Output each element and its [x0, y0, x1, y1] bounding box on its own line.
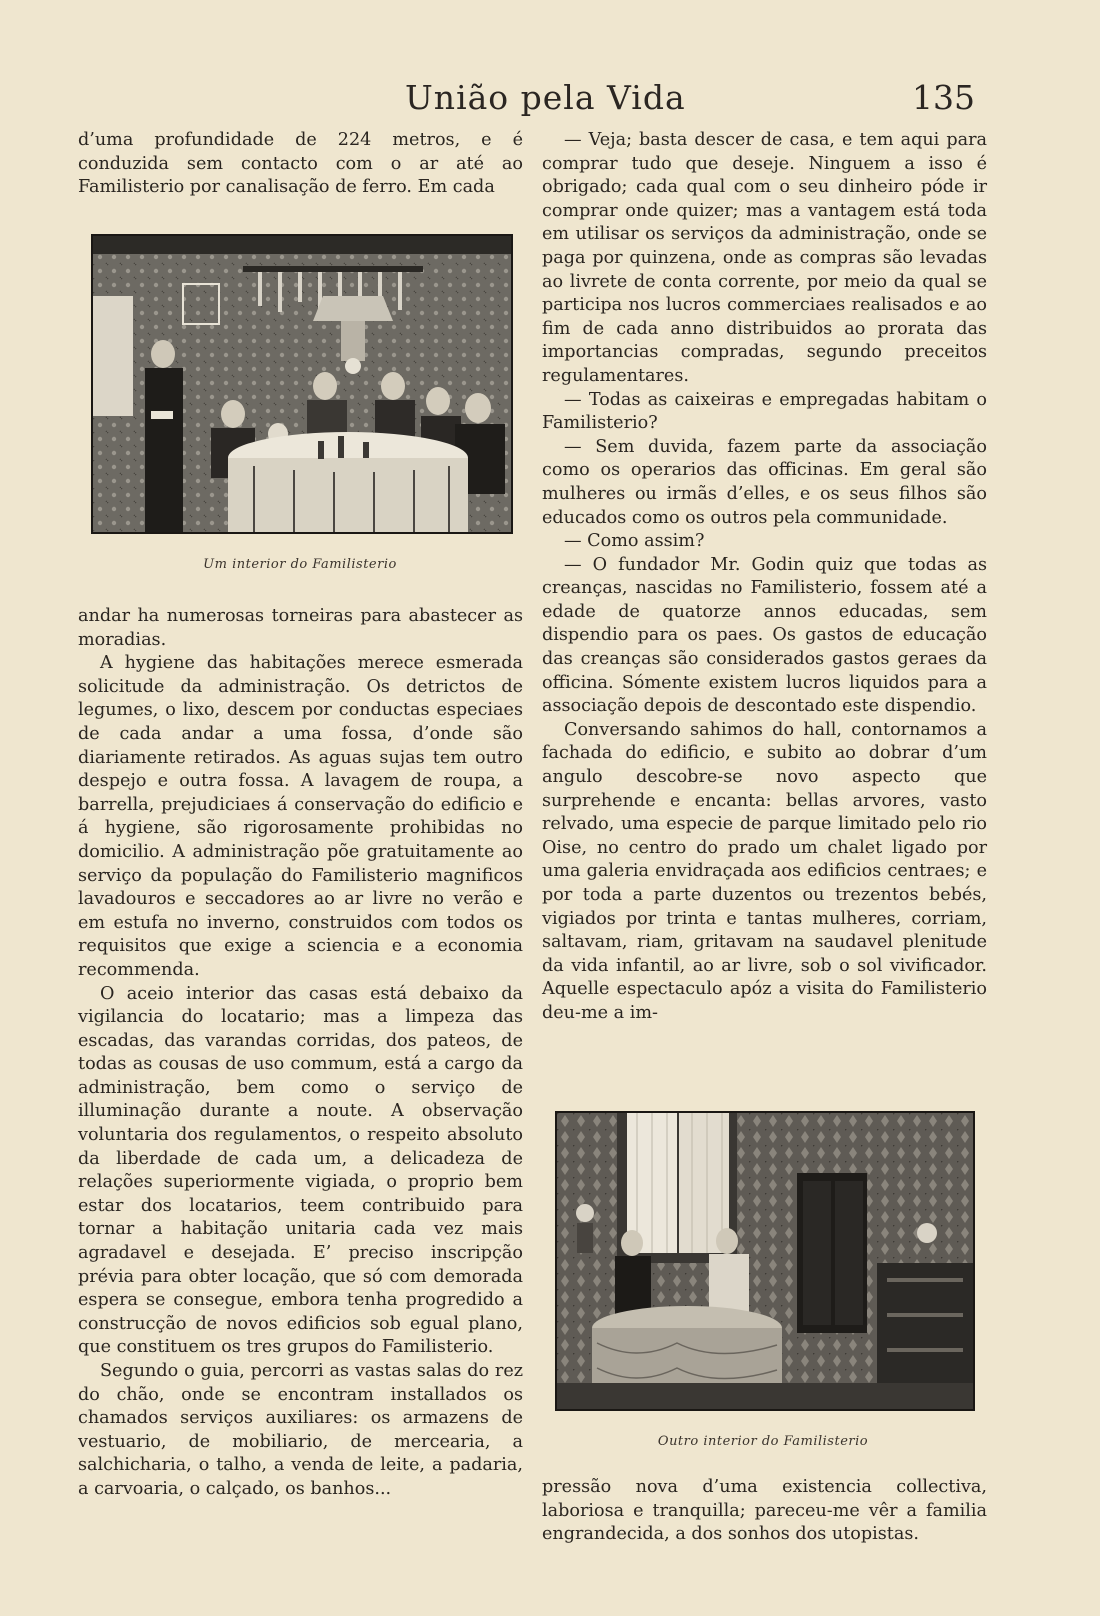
page-number: 135 — [912, 78, 975, 117]
dining-room-illustration — [93, 236, 511, 532]
paragraph: — O fundador Mr. Godin quiz que todas as creanças, nascidas no Familisterio, fossem até a edade de quatorze annos educadas, sem dispendio para os paes. Os gastos de educação das creanças são considerados gastos geraes da officina. Sómente existem lucros liquidos para a associação depois de descontado este dispendio. — [542, 554, 987, 717]
paragraph: Segundo o guia, percorri as vastas salas do rez do chão, onde se encontram installados os chamados serviços auxiliares: os armazens de vestuario, de mobiliario, de mercearia, a salchicharia, o talho, a venda de leite, a padaria, a carvoaria, o calçado, os banhos... — [78, 1361, 523, 1499]
living-room-illustration — [557, 1113, 973, 1409]
figure-dining-room-photo — [91, 234, 513, 534]
figure-caption: Outro interior do Familisterio — [657, 1434, 869, 1449]
paragraph: andar ha numerosas torneiras para abastecer as moradias. — [78, 606, 523, 650]
paragraph: d’uma profundidade de 224 metros, e é conduzida sem contacto com o ar até ao Familisterio por canalisação de ferro. Em cada — [78, 130, 523, 198]
paragraph: — Todas as caixeiras e empregadas habitam o Familisterio? — [542, 389, 987, 434]
running-title: União pela Vida — [405, 78, 686, 117]
paragraph: — Veja; basta descer de casa, e tem aqui para comprar tudo que deseje. Ninguem a isso é obrigado; cada qual com o seu dinheiro póde ir comprar onde quizer; mas a vantagem está toda em utilisar os serviços da administração, onde se paga por quinzena, onde as compras são levadas ao livrete de conta corrente, por meio da qual se participa nos lucros commerciaes realisados e ao fim de cada anno distribuidos ao prorata das importancias compradas, segundo preceitos regulamentares. — [542, 130, 987, 386]
paragraph: Conversando sahimos do hall, contornamos a fachada do edificio, e subito ao dobrar d’um angulo descobre-se novo aspecto que surprehende e encanta: bellas arvores, vasto relvado, uma especie de parque limitado pelo rio Oise, no centro do prado um chalet ligado por uma galeria envidraçada aos edificios centraes; e por toda a parte duzentos ou trezentos bebés, vigiados por trinta e tantas mulheres, corriam, saltavam, riam, gritavam na saudavel plenitude da vida infantil, ao ar livre, sob o sol vivificador. Aquelle espectaculo apóz a visita do Familisterio deu-me a im- — [542, 719, 987, 1023]
paragraph: A hygiene das habitações merece esmerada solicitude da administração. Os detrictos de legumes, o lixo, descem por conductas especiaes de cada andar a uma fossa, d’onde são diariamente retirados. As aguas sujas tem outro despejo e outra fossa. A lavagem de roupa, a barrella, prejudiciaes á conservação do edificio e á hygiene, são rigorosamente prohibidas no domicilio. A administração põe gratuitamente ao serviço da população do Familisterio magnificos lavadouros e seccadores ao ar livre no verão e em estufa no inverno, construidos com todos os requisitos que exige a sciencia e a economia recommenda. — [78, 653, 523, 980]
left-column-top — [78, 129, 523, 200]
paragraph: — Como assim? — [564, 531, 705, 552]
paragraph: pressão nova d’uma existencia collectiva, laboriosa e tranquilla; pareceu-me vêr a familia engrandecida, a dos sonhos dos utopistas. — [542, 1477, 987, 1545]
figure-living-room-photo — [555, 1111, 975, 1411]
right-column-top — [542, 129, 987, 1026]
paragraph: O aceio interior das casas está debaixo da vigilancia do locatario; mas a limpeza das escadas, das varandas corridas, dos pateos, de todas as cousas de uso commum, está a cargo da administração, bem como o serviço de illuminação durante a noute. A observação voluntaria dos regulamentos, o respeito absoluto da liberdade de cada um, a delicadeza de relações superiormente vigiada, o proprio bem estar dos locatarios, teem contribuido para tornar a habitação unitaria cada vez mais agradavel e desejada. E’ preciso inscripção prévia para obter locação, que só com demorada espera se consegue, embora tenha progredido a construcção de novos edificios sob egual plano, que constituem os tres grupos do Familisterio. — [78, 983, 523, 1358]
right-column-bottom — [542, 1476, 987, 1547]
figure-caption: Um interior do Familisterio — [203, 557, 397, 572]
paragraph: — Sem duvida, fazem parte da associação como os operarios das officinas. Em geral são mulheres ou irmãs d’elles, e os seus filhos são educados como os outros pela communidade. — [542, 436, 987, 528]
left-column-main — [78, 605, 523, 1502]
